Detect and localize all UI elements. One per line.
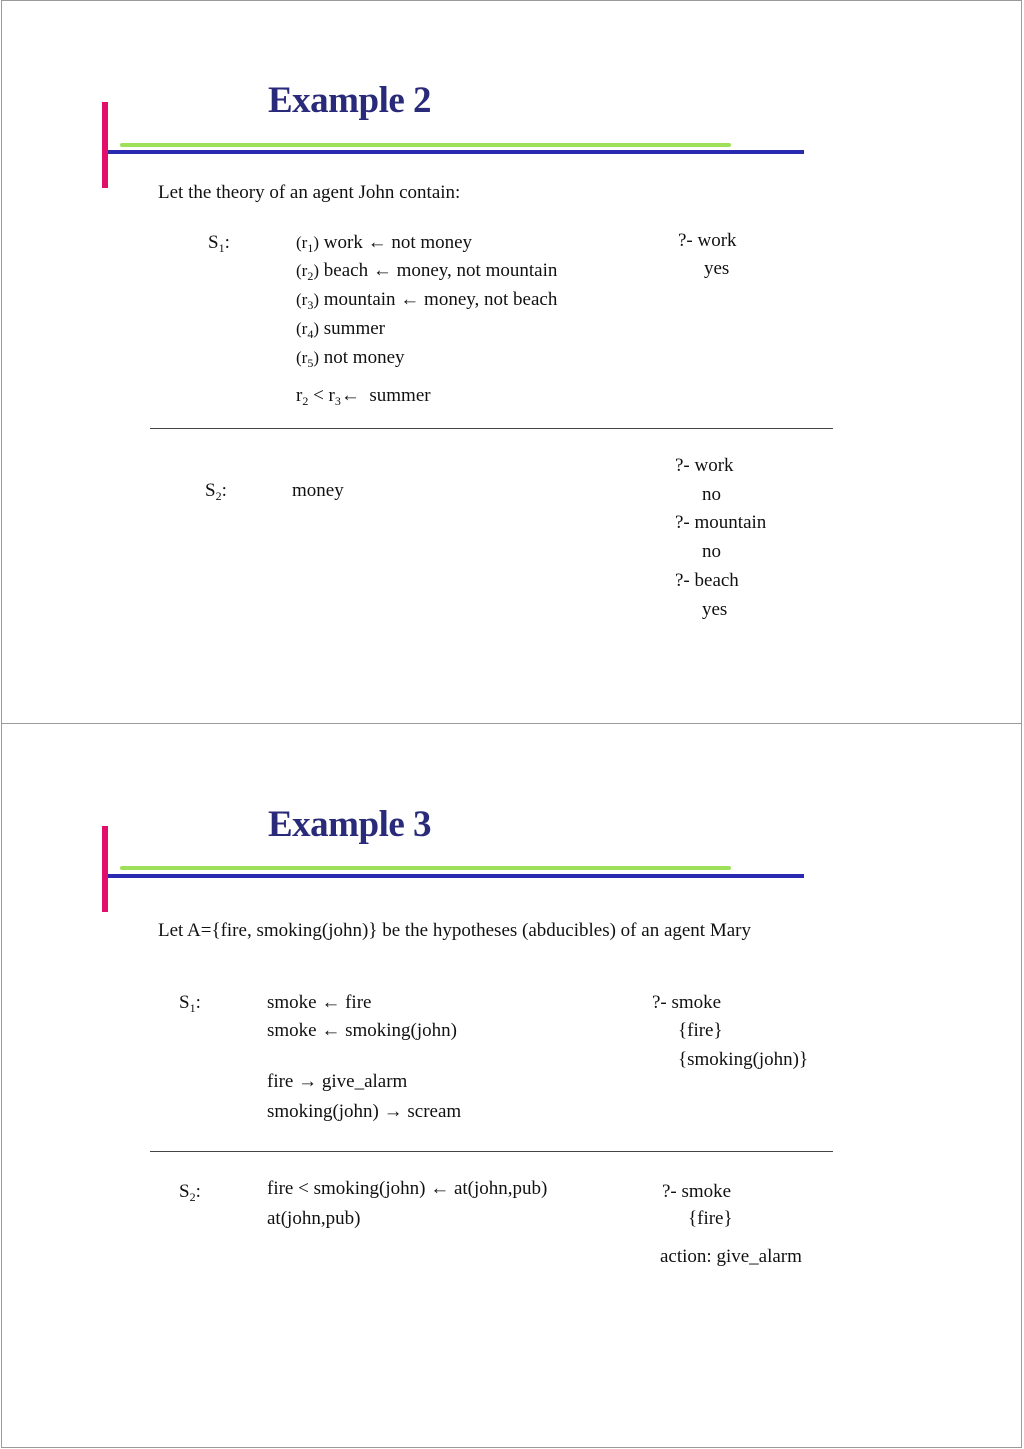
section-divider <box>150 428 833 429</box>
s2-query-smoke: ?- smoke <box>662 1181 732 1202</box>
s2-answer-beach: yes <box>702 599 728 620</box>
s1-label: $S_1$: <box>208 232 230 255</box>
s1-answer: {fire} <box>678 1020 723 1041</box>
rule-r1: $(r_1)$ work ← not money <box>296 232 473 255</box>
slide-title: Example 2 <box>268 80 432 121</box>
s2-query-beach: ?- beach <box>675 570 739 591</box>
s2-fact: money <box>292 480 344 501</box>
accent-line-green <box>120 143 731 147</box>
slide-example-3 <box>1 723 1022 1448</box>
rule-r3: $(r_3)$ mountain ← money, not beach <box>296 289 558 312</box>
s2-answer-mountain: no <box>702 541 721 562</box>
intro-text: Let the theory of an agent John contain: <box>158 182 461 203</box>
accent-line-blue <box>108 150 804 154</box>
s1-query-smoke: ?- smoke <box>652 992 722 1013</box>
section-divider <box>150 1151 833 1152</box>
accent-line-green <box>120 866 731 870</box>
rule-line: smoking(john) → scream <box>267 1101 462 1122</box>
answer-work: yes <box>704 258 730 279</box>
s2-action: action: give_alarm <box>660 1246 802 1267</box>
rule-r2: $(r_2)$ beach ← money, not mountain <box>296 260 558 283</box>
rule-r5: $(r_5)$ not money <box>296 347 405 370</box>
accent-bar-vertical <box>102 102 108 188</box>
slide-example-2 <box>1 0 1022 725</box>
s2-answer: {fire} <box>688 1208 733 1229</box>
s2-answer-work: no <box>702 484 721 505</box>
rule-line: fire → give_alarm <box>267 1071 408 1092</box>
intro-text: Let A={fire, smoking(john)} be the hypotheses (abducibles) of an agent Mary <box>158 920 751 941</box>
rule-line: smoke ← fire <box>267 992 372 1013</box>
query-work: ?- work <box>678 230 737 251</box>
rule-line: smoke ← smoking(john) <box>267 1020 457 1041</box>
s1-label: $S_1$: <box>179 992 201 1015</box>
accent-line-blue <box>108 874 804 878</box>
rule-line: fire < smoking(john) ← at(john,pub) <box>267 1178 548 1199</box>
accent-bar-vertical <box>102 826 108 912</box>
s2-query-mountain: ?- mountain <box>675 512 767 533</box>
s2-query-work: ?- work <box>675 455 734 476</box>
s1-answer: {smoking(john)} <box>678 1049 809 1070</box>
priority-rule: $r_2$ < $r_3\leftarrow$ summer <box>296 385 431 408</box>
s2-label: $S_2$: <box>179 1181 201 1204</box>
rule-line: at(john,pub) <box>267 1208 361 1229</box>
slide-title: Example 3 <box>268 804 432 845</box>
rule-r4: $(r_4)$ summer <box>296 318 385 341</box>
s2-label: $S_2$: <box>205 480 227 503</box>
